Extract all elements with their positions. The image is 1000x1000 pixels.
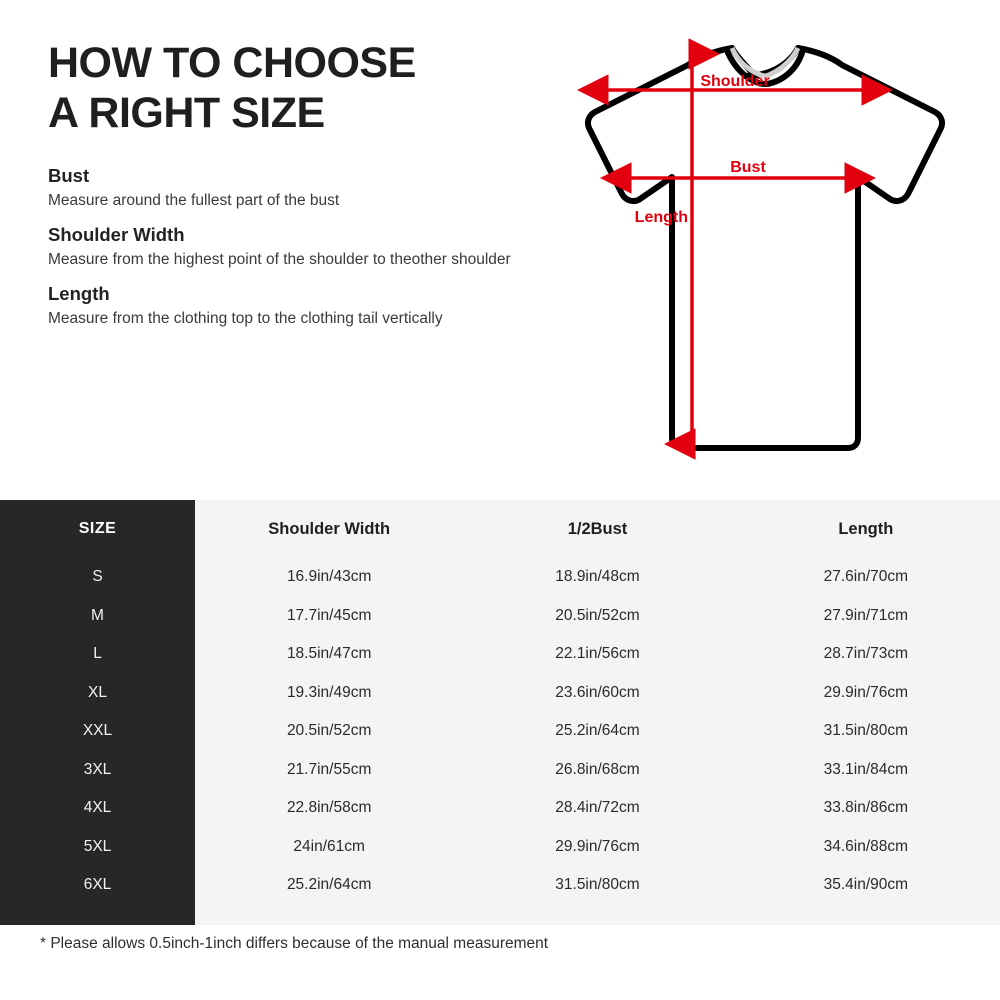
cell-length: 33.8in/86cm <box>823 799 909 817</box>
table-row <box>195 597 1000 636</box>
guide-term-length: Length <box>48 283 110 305</box>
guide-desc-length: Measure from the clothing top to the clothing tail vertically <box>48 310 443 328</box>
cell-bust: 26.8in/68cm <box>555 760 640 778</box>
table-row: 5XL <box>83 837 112 855</box>
measurement-footnote: * Please allows 0.5inch-1inch differs because of the manual measurement <box>40 935 549 952</box>
cell-shoulder: 19.3in/49cm <box>286 683 372 701</box>
guide-desc-bust: Measure around the fullest part of the bust <box>48 191 340 209</box>
cell-shoulder: 25.2in/64cm <box>286 876 372 894</box>
cell-length: 29.9in/76cm <box>823 683 909 701</box>
table-row: 4XL <box>83 799 112 817</box>
guide-item-length <box>48 283 518 329</box>
table-row <box>195 674 1000 713</box>
shoulder-label: Shoulder <box>700 73 770 90</box>
table-row <box>195 828 1000 867</box>
cell-bust: 23.6in/60cm <box>555 683 640 701</box>
length-label: Length <box>634 209 688 226</box>
size-column-header: SIZE <box>78 520 117 537</box>
measurement-guide <box>48 38 518 343</box>
table-row <box>195 558 1000 597</box>
cell-shoulder: 18.5in/47cm <box>286 645 372 663</box>
header-half-bust: 1/2Bust <box>567 519 628 538</box>
table-row <box>195 789 1000 828</box>
cell-length: 27.9in/71cm <box>823 606 909 624</box>
table-row: 6XL <box>83 876 112 894</box>
guide-item-bust <box>48 165 518 211</box>
cell-bust: 31.5in/80cm <box>555 876 640 894</box>
guide-desc-shoulder-width: Measure from the highest point of the shoulder to theother shoulder <box>48 250 511 268</box>
header-length: Length <box>838 519 894 538</box>
table-row <box>195 712 1000 751</box>
table-row: XL <box>88 683 107 701</box>
cell-bust: 20.5in/52cm <box>555 606 640 624</box>
table-row: M <box>91 606 104 624</box>
size-table <box>0 500 1000 925</box>
cell-length: 31.5in/80cm <box>823 722 909 740</box>
table-header-row <box>195 500 1000 558</box>
tshirt-outline <box>588 48 942 448</box>
size-column <box>0 500 195 925</box>
cell-length: 27.6in/70cm <box>823 568 909 586</box>
header-shoulder-width: Shoulder Width <box>268 519 391 538</box>
measurement-columns <box>195 500 1000 925</box>
bust-label: Bust <box>730 159 766 176</box>
cell-bust: 28.4in/72cm <box>555 799 640 817</box>
cell-bust: 22.1in/56cm <box>555 645 640 663</box>
cell-length: 28.7in/73cm <box>823 645 909 663</box>
cell-bust: 18.9in/48cm <box>555 568 640 586</box>
page-title-line2: A RIGHT SIZE <box>48 89 325 138</box>
table-row <box>195 866 1000 905</box>
cell-shoulder: 24in/61cm <box>293 837 365 855</box>
guide-item-shoulder-width <box>48 224 518 270</box>
cell-length: 34.6in/88cm <box>823 837 909 855</box>
table-row: S <box>92 568 103 586</box>
page-title <box>48 38 518 139</box>
cell-shoulder: 21.7in/55cm <box>286 760 372 778</box>
cell-length: 33.1in/84cm <box>823 760 909 778</box>
cell-shoulder: 16.9in/43cm <box>286 568 372 586</box>
cell-shoulder: 22.8in/58cm <box>286 799 372 817</box>
cell-shoulder: 20.5in/52cm <box>286 722 372 740</box>
cell-bust: 29.9in/76cm <box>555 837 640 855</box>
table-row <box>195 751 1000 790</box>
table-row: 3XL <box>83 760 112 778</box>
page-title-line1: HOW TO CHOOSE <box>48 39 416 87</box>
guide-term-shoulder-width: Shoulder Width <box>48 223 185 245</box>
cell-shoulder: 17.7in/45cm <box>286 606 372 624</box>
table-row: XXL <box>82 722 113 740</box>
cell-bust: 25.2in/64cm <box>555 722 640 740</box>
table-row <box>195 635 1000 674</box>
guide-term-bust: Bust <box>48 164 90 186</box>
table-row: L <box>93 645 102 663</box>
tshirt-diagram <box>510 20 980 480</box>
cell-length: 35.4in/90cm <box>823 876 909 894</box>
